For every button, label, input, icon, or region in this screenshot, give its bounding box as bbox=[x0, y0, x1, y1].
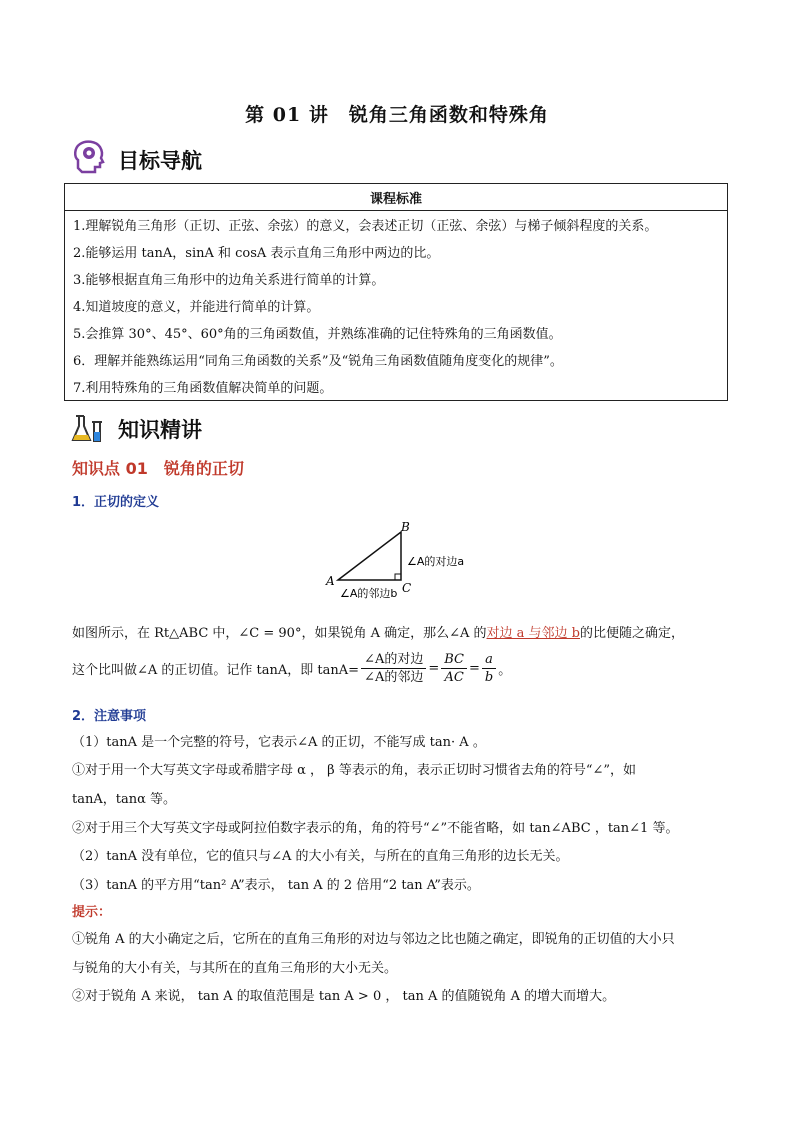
tip-label: 提示： bbox=[72, 905, 112, 920]
standard-item: 6．理解并能熟练运用“同角三角函数的关系”及“锐角三角函数值随角度变化的规律”。 bbox=[73, 354, 563, 369]
fraction-words: $\frac{\text{∠A的对边}}{\text{∠A的邻边}}$ bbox=[361, 651, 426, 686]
fraction-a-b: $\frac{a}{b}$ bbox=[482, 651, 496, 686]
standard-item: 5.会推算 30°、45°、60°角的三角函数值，并熟练准确的记住特殊角的三角函数值。 bbox=[73, 327, 562, 342]
definition-line-2: 这个比叫做∠A 的正切值。记作 tanA，即 tanA= $\frac{\text{∠A的对边}}{\text{∠A的邻边}}$ = $\frac{BC}{AC}$ = $\frac{a}{b}$ 。 bbox=[72, 652, 512, 685]
definition-heading: 1．正切的定义 bbox=[72, 495, 160, 510]
standard-item: 7.利用特殊角的三角函数值解决简单的问题。 bbox=[73, 381, 333, 396]
right-triangle-figure bbox=[318, 518, 478, 604]
fraction-bc-ac: $\frac{BC}{AC}$ bbox=[441, 651, 467, 686]
highlight-sides: 对边 a 与邻边 b bbox=[486, 626, 580, 641]
notes-heading: 2．注意事项 bbox=[72, 709, 147, 724]
note-line: ②对于用三个大写英文字母或阿拉伯数字表示的角，角的符号“∠”不能省略，如 tan∠ABC ，tan∠1 等。 bbox=[72, 821, 679, 836]
standards-header: 课程标准 bbox=[65, 184, 728, 211]
note-line: （3）tanA 的平方用“tan² A”表示， tan A 的 2 倍用“2 tan A”表示。 bbox=[72, 878, 480, 893]
section-label-knowledge: 知识精讲 bbox=[118, 418, 202, 442]
tip-line: 与锐角的大小有关，与其所在的直角三角形的大小无关。 bbox=[72, 961, 398, 976]
adjacent-side-label: ∠A的邻边b bbox=[340, 587, 398, 600]
standard-item: 1.理解锐角三角形（正切、正弦、余弦）的意义，会表述正切（正弦、余弦）与梯子倾斜程度的关系。 bbox=[73, 219, 658, 234]
standards-table bbox=[64, 183, 728, 401]
note-line: （2）tanA 没有单位，它的值只与∠A 的大小有关，与所在的直角三角形的边长无关。 bbox=[72, 849, 569, 864]
vertex-a-label: A bbox=[326, 574, 335, 588]
note-line: tanA，tanα 等。 bbox=[72, 792, 176, 807]
brain-icon bbox=[70, 138, 108, 176]
tip-line: ②对于锐角 A 来说， tan A 的取值范围是 tan A > 0 ， tan A 的值随锐角 A 的增大而增大。 bbox=[72, 989, 616, 1004]
flask-icon bbox=[70, 408, 108, 446]
definition-line-1: 如图所示，在 Rt△ABC 中，∠C = 90°，如果锐角 A 确定，那么∠A 的对边 a 与邻边 b的比便随之确定， bbox=[72, 626, 685, 641]
vertex-b-label: B bbox=[401, 520, 410, 534]
page-title: 第 01 讲 锐角三角函数和特殊角 bbox=[245, 104, 549, 126]
note-line: （1）tanA 是一个完整的符号，它表示∠A 的正切，不能写成 tan· A 。 bbox=[72, 735, 486, 750]
vertex-c-label: C bbox=[402, 581, 412, 595]
tip-line: ①锐角 A 的大小确定之后，它所在的直角三角形的对边与邻边之比也随之确定，即锐角的正切值的大小只 bbox=[72, 932, 675, 947]
standard-item: 3.能够根据直角三角形中的边角关系进行简单的计算。 bbox=[73, 273, 385, 288]
opposite-side-label: ∠A的对边a bbox=[407, 555, 465, 568]
knowledge-point-title: 知识点 01 锐角的正切 bbox=[72, 459, 244, 478]
section-label-goals: 目标导航 bbox=[118, 149, 202, 173]
standard-item: 2.能够运用 tanA，sinA 和 cosA 表示直角三角形中两边的比。 bbox=[73, 246, 440, 261]
standard-item: 4.知道坡度的意义，并能进行简单的计算。 bbox=[73, 300, 320, 315]
note-line: ①对于用一个大写英文字母或希腊字母 α ， β 等表示的角，表示正切时习惯省去角的符号“∠”，如 bbox=[72, 763, 637, 778]
